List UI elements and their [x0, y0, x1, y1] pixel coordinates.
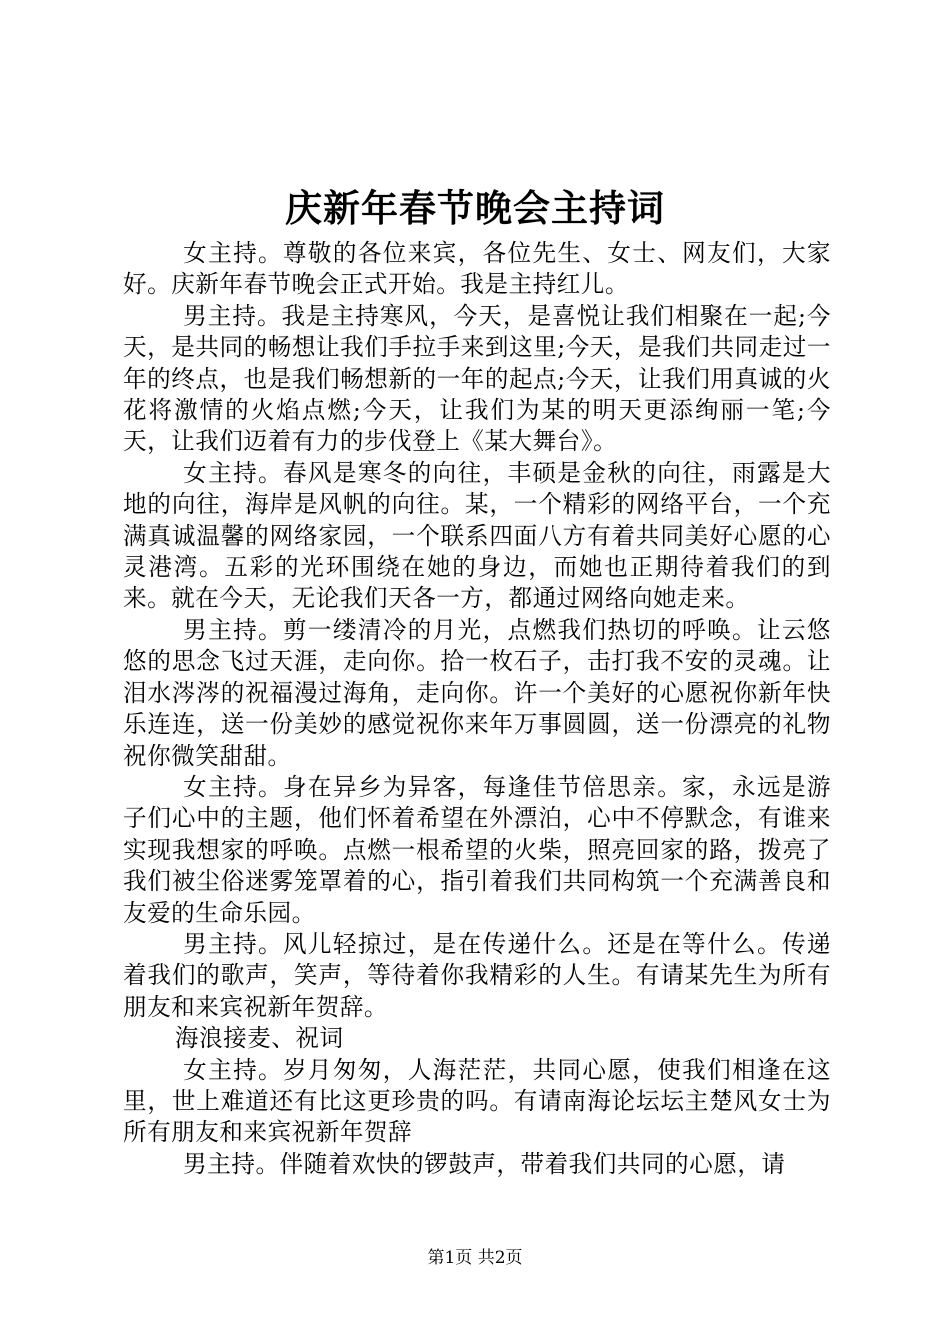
- document-body: [123, 238, 831, 1180]
- paragraph: 女主持。尊敬的各位来宾，各位先生、女士、网友们，大家好。庆新年春节晚会正式开始。我是主持红儿。: [123, 239, 831, 299]
- paragraph: 男主持。伴随着欢快的锣鼓声，带着我们共同的心愿，请: [183, 1149, 786, 1178]
- paragraph: 男主持。我是主持寒风，今天，是喜悦让我们相聚在一起;今天，是共同的畅想让我们手拉手来到这里;今天，是我们共同走过一年的终点，也是我们畅想新的一年的起点;今天，让我们用真诚的火花将激情的火焰点燃;今天，让我们为某的明天更添绚丽一笔;今天，让我们迈着有力的步伐登上《某大舞台》。: [123, 301, 831, 456]
- paragraph: 女主持。岁月匆匆，人海茫茫，共同心愿，使我们相逢在这里，世上难道还有比这更珍贵的吗。有请南海论坛坛主楚风女士为所有朋友和来宾祝新年贺辞: [123, 1055, 831, 1147]
- page-number-footer: 第1页 共2页: [427, 1248, 523, 1268]
- paragraph: 女主持。春风是寒冬的向往，丰硕是金秋的向往，雨露是大地的向往，海岸是风帆的向往。某，一个精彩的网络平台，一个充满真诚温馨的网络家园，一个联系四面八方有着共同美好心愿的心灵港湾。五彩的光环围绕在她的身边，而她也正期待着我们的到来。就在今天，无论我们天各一方，都通过网络向她走来。: [123, 458, 831, 613]
- paragraph: 女主持。身在异乡为异客，每逢佳节倍思亲。家，永远是游子们心中的主题，他们怀着希望在外漂泊，心中不停默念，有谁来实现我想家的呼唤。点燃一根希望的火柴，照亮回家的路，拨亮了我们被尘俗迷雾笼罩着的心，指引着我们共同构筑一个充满善良和友爱的生命乐园。: [123, 772, 831, 927]
- paragraph: 男主持。剪一缕清冷的月光，点燃我们热切的呼唤。让云悠悠的思念飞过天涯，走向你。拾一枚石子，击打我不安的灵魂。让泪水涔涔的祝福漫过海角，走向你。许一个美好的心愿祝你新年快乐连连，送一份美妙的感觉祝你来年万事圆圆，送一份漂亮的礼物祝你微笑甜甜。: [123, 615, 831, 770]
- paragraph-stage-note: 海浪接麦、祝词: [174, 1024, 344, 1053]
- paragraph: 男主持。风儿轻掠过，是在传递什么。还是在等什么。传递着我们的歌声，笑声，等待着你我精彩的人生。有请某先生为所有朋友和来宾祝新年贺辞。: [123, 929, 831, 1021]
- document-title: 庆新年春节晚会主持词: [285, 186, 665, 230]
